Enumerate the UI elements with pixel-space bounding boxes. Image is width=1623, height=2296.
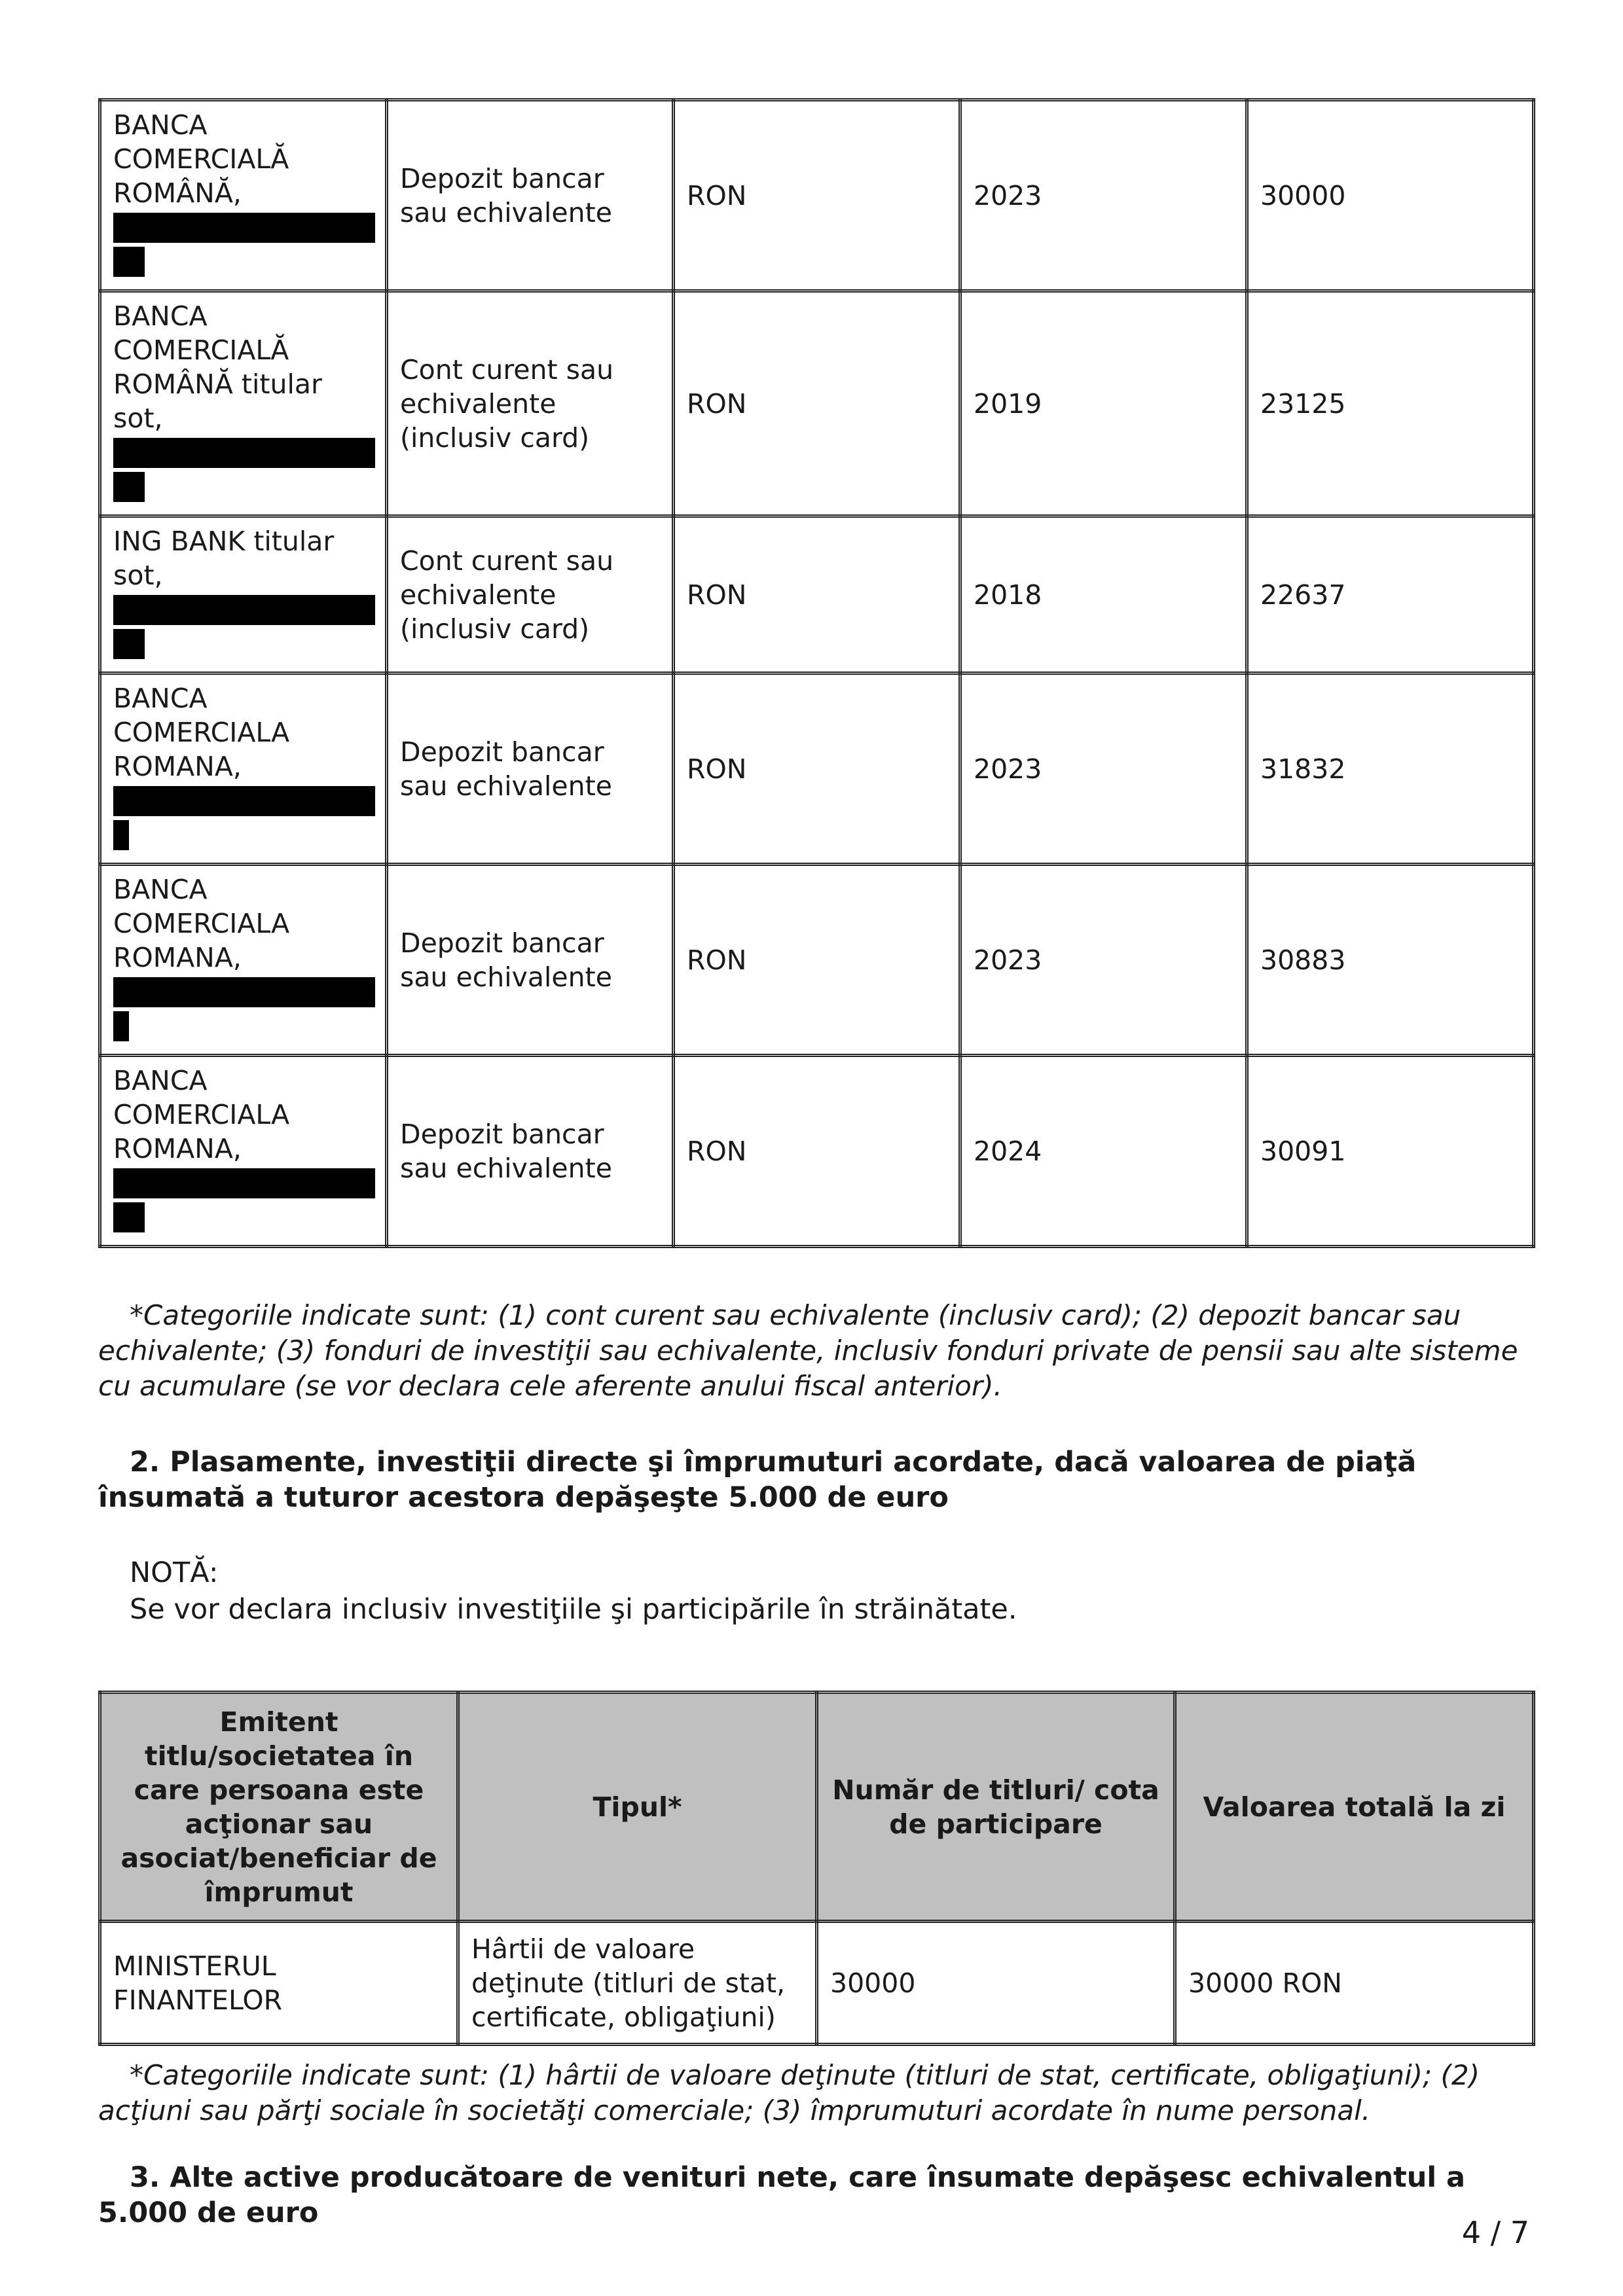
column-header-issuer: Emitent titlu/societatea în care persoana este acţionar sau asociat/beneficiar de împrumut <box>100 1693 458 1922</box>
year-cell: 2023 <box>960 673 1247 865</box>
currency-cell: RON <box>674 100 960 291</box>
redaction-bar <box>113 213 375 243</box>
year-cell: 2019 <box>960 291 1247 516</box>
institution-cell <box>100 516 387 673</box>
currency-cell: RON <box>674 291 960 516</box>
column-header-type: Tipul* <box>458 1693 817 1922</box>
currency-cell: RON <box>674 865 960 1056</box>
investments-footnote: *Categoriile indicate sunt: (1) hârtii de valoare deţinute (titluri de stat, certificate, obligaţiuni); (2) acţiuni sau părţi sociale în societăţi comerciale; (3) împrumuturi acordate în nume personal. <box>98 2059 1480 2126</box>
balance-cell: 22637 <box>1247 516 1534 673</box>
count-cell: 30000 <box>817 1922 1175 2045</box>
year-cell: 2023 <box>960 865 1247 1056</box>
redaction-bar <box>113 438 375 468</box>
account-type-cell: Cont curent sau echivalente (inclusiv card) <box>387 516 674 673</box>
redaction-bar <box>113 1011 129 1041</box>
institution-cell <box>100 291 387 516</box>
table-row <box>100 673 1534 865</box>
year-cell: 2018 <box>960 516 1247 673</box>
table-row <box>100 1922 1534 2045</box>
issuer-cell: MINISTERUL FINANTELOR <box>100 1922 458 2045</box>
accounts-footnote: *Categoriile indicate sunt: (1) cont curent sau echivalente (inclusiv card); (2) depozit bancar sau echivalente; (3) fonduri de investiţii sau echivalente, inclusiv fonduri private de pensii sau alte sisteme cu acumulare (se vor declara cele aferente anului fiscal anterior). <box>98 1299 1518 1402</box>
section-2-heading: 2. Plasamente, investiţii directe şi împrumuturi acordate, dacă valoarea de piaţă însumată a tuturor acestora depăşeşte 5.000 de euro <box>98 1446 1417 1514</box>
institution-name: BANCA COMERCIALA ROMANA, <box>113 1065 290 1164</box>
redaction-bar <box>113 629 145 659</box>
redaction-bar <box>113 472 145 502</box>
investment-type-cell: Hârtii de valoare deţinute (titluri de stat, certificate, obligaţiuni) <box>458 1922 817 2045</box>
currency-cell: RON <box>674 516 960 673</box>
balance-cell: 30883 <box>1247 865 1534 1056</box>
section-3-heading: 3. Alte active producătoare de venituri nete, care însumate depăşesc echivalentul a 5.000 de euro <box>98 2161 1466 2229</box>
nota-block <box>98 1554 1532 1628</box>
institution-cell <box>100 865 387 1056</box>
redaction-bar <box>113 977 375 1007</box>
table-header-row <box>100 1693 1534 1922</box>
institution-name: ING BANK titular sot, <box>113 526 335 591</box>
balance-cell: 23125 <box>1247 291 1534 516</box>
year-cell: 2024 <box>960 1056 1247 1247</box>
column-header-value: Valoarea totală la zi <box>1175 1693 1534 1922</box>
redaction-bar <box>113 1168 375 1198</box>
table-row <box>100 865 1534 1056</box>
bank-accounts-table <box>98 98 1535 1248</box>
redaction-bar <box>113 247 145 277</box>
currency-cell: RON <box>674 673 960 865</box>
institution-name: BANCA COMERCIALA ROMANA, <box>113 874 290 973</box>
document-page <box>98 98 1532 2259</box>
account-type-cell: Depozit bancar sau echivalente <box>387 1056 674 1247</box>
institution-name: BANCA COMERCIALĂ ROMÂNĂ titular sot, <box>113 300 322 434</box>
page-number: 4 / 7 <box>1461 2215 1529 2250</box>
column-header-count: Număr de titluri/ cota de participare <box>817 1693 1175 1922</box>
account-type-cell: Depozit bancar sau echivalente <box>387 673 674 865</box>
balance-cell: 30000 <box>1247 100 1534 291</box>
account-type-cell: Cont curent sau echivalente (inclusiv card) <box>387 291 674 516</box>
institution-cell <box>100 673 387 865</box>
redaction-bar <box>113 1202 145 1232</box>
institution-name: BANCA COMERCIALA ROMANA, <box>113 683 290 782</box>
value-cell: 30000 RON <box>1175 1922 1534 2045</box>
currency-cell: RON <box>674 1056 960 1247</box>
balance-cell: 30091 <box>1247 1056 1534 1247</box>
redaction-bar <box>113 786 375 816</box>
year-cell: 2023 <box>960 100 1247 291</box>
account-type-cell: Depozit bancar sau echivalente <box>387 100 674 291</box>
table-row <box>100 516 1534 673</box>
nota-label: NOTĂ: <box>130 1556 219 1589</box>
institution-cell <box>100 100 387 291</box>
table-row <box>100 1056 1534 1247</box>
nota-text: Se vor declara inclusiv investiţiile şi participările în străinătate. <box>130 1593 1017 1626</box>
table-row <box>100 291 1534 516</box>
account-type-cell: Depozit bancar sau echivalente <box>387 865 674 1056</box>
redaction-bar <box>113 595 375 625</box>
institution-name: BANCA COMERCIALĂ ROMÂNĂ, <box>113 109 289 209</box>
institution-cell <box>100 1056 387 1247</box>
balance-cell: 31832 <box>1247 673 1534 865</box>
redaction-bar <box>113 820 129 850</box>
investments-table <box>98 1691 1535 2046</box>
table-row <box>100 100 1534 291</box>
